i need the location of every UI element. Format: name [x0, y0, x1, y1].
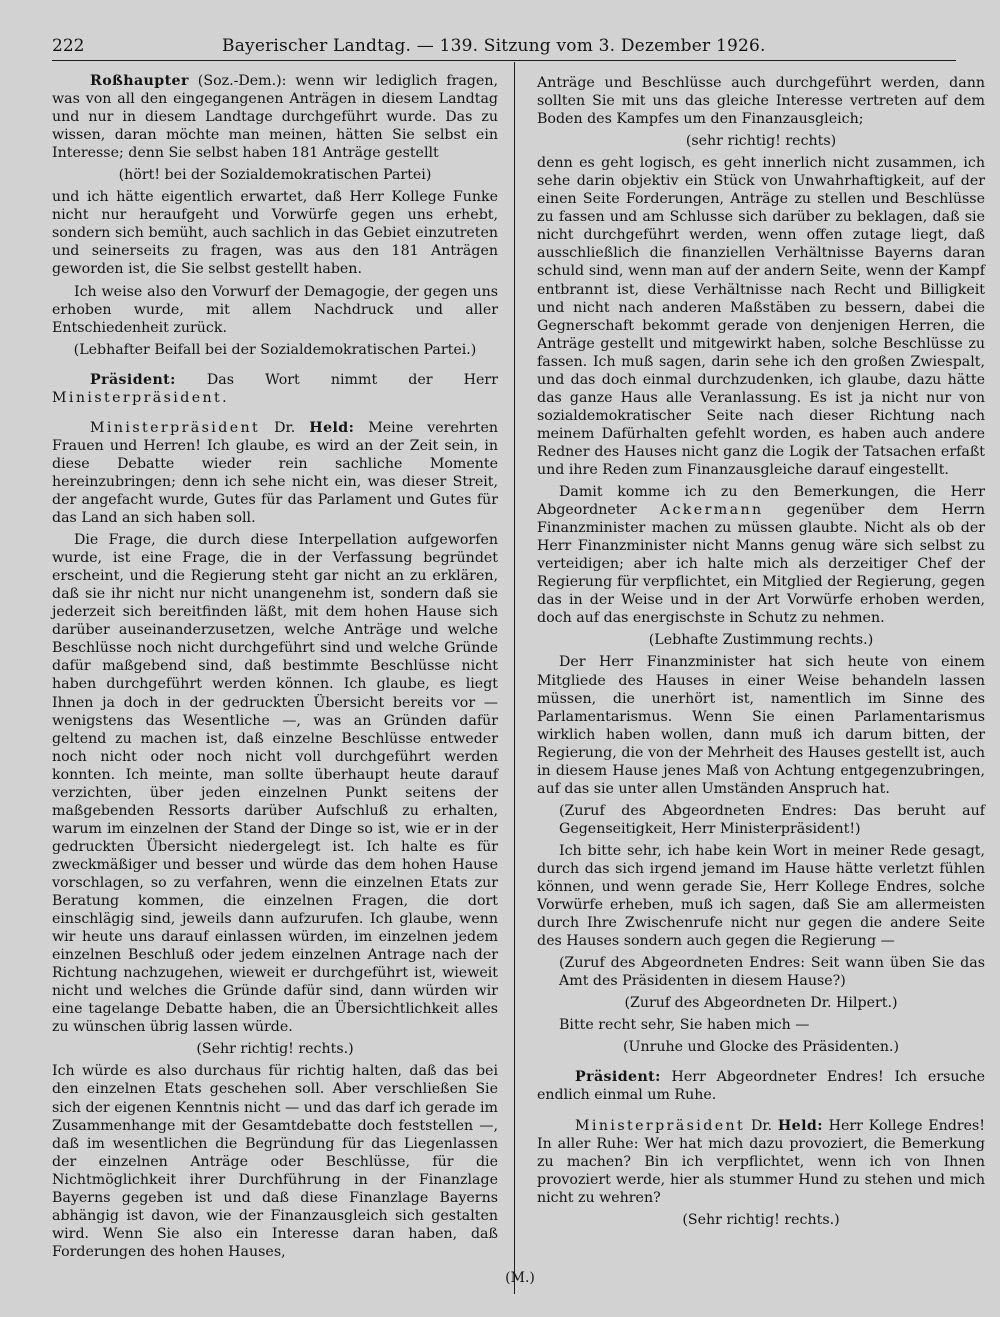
paragraph: denn es geht logisch, es geht innerlich nicht zusammen, ich sehe darin objektiv ein Stück von Unwahrhaftigkeit, auf der einen Seite Forderungen, Anträge zu stellen und Beschlüsse zu fassen und am Schlusse sich darüber zu beklagen, daß sie nicht durchgeführt werden, wenn offen zutage liegt, daß ausschließlich die finanziellen Verhältnisse Bayerns daran schuld sind, wenn man auf der andern Seite, wenn der Kampf entbrannt ist, diese Verhältnisse nach Recht und Billigkeit und nicht nach anderen Maßstäben zu bessern, dabei die Gegnerschaft bekommt gerade von denjenigen Herren, die Anträge gestellt und mitgewirkt haben, solche Beschlüsse zu fassen. Ich muß sagen, darin sehe ich den großen Zwiespalt, und das doch einmal durchzudenken, ich glaube, dazu hätte das ganze Haus alle Veranlassung. Es ist ja nicht nur von sozialdemokratischer Seite nach dieser Richtung nach meinem Dafürhalten gefehlt worden, es haben auch andere Redner des Hauses nicht ganz die Logik der Tatsachen erfaßt und ihre Reden zum Finanzausgleiche darauf eingestellt.: [537, 155, 985, 478]
paragraph: [537, 1117, 985, 1207]
paragraph-text: gegenüber dem Herrn Finanzminister machen zu müssen glaubte. Nicht als ob der Herr Finanzminister nicht Manns genug wäre sich selbst zu verteidigen; aber ich halte mich als derzeitiger Chef der Regierung für verpflichtet, ein Mitglied der Regierung, gegen das in der Weise und in der Art Vorwürfe erhoben werden, doch auf das energischste in Schutz zu nehmen.: [537, 502, 986, 627]
interjection: (Unruhe und Glocke des Präsidenten.): [622, 1039, 900, 1056]
paragraph-text: Damit komme ich zu den Bemerkungen, die Herr Abgeordneter: [537, 484, 985, 519]
paragraph: [537, 1068, 985, 1104]
paragraph: Ich bitte sehr, ich habe kein Wort in meiner Rede gesagt, durch das sich irgend jemand im Hause hätte verletzt fühlen können, und wenn gerade Sie, Herr Kollege Endres, solche Vorwürfe erheben, muß ich sagen, daß Sie am allermeisten durch Ihre Zwischenrufe nicht nur gegen die andere Seite des Hauses sondern auch gegen die Regierung —: [537, 842, 985, 950]
interjection: (sehr richtig! rechts): [685, 133, 837, 150]
paragraph-text: Meine verehrten Frauen und Herren! Ich glaube, es wird an der Zeit sein, in diese Debatte wieder rein sachliche Momente hereinzubringen; denn ich sehe nicht ein, was dieser Streit, der angefacht wurde, Gutes für das Parlament und Gutes für das Land an sich haben soll.: [52, 419, 498, 527]
speaker-prefix: Dr.: [745, 1117, 778, 1134]
paragraph: [52, 371, 498, 407]
paragraph-text: Herr Abgeordneter Endres! Ich ersuche endlich einmal um Ruhe.: [537, 1069, 985, 1104]
paragraph: und ich hätte eigentlich erwartet, daß Herr Kollege Funke nicht nur heraufgeht und Vorwürfe gegen uns erhebt, sondern sich bemüht, auch sachlich in das Gebiet einzutreten und seinerseits zu fragen, was aus den 181 Anträgen geworden ist, die Sie selbst gestellt haben.: [52, 189, 498, 278]
interjection: (hört! bei der Sozialdemokratischen Partei): [118, 167, 432, 184]
speaker-name: Präsident:: [90, 371, 176, 388]
paragraph: [537, 483, 985, 627]
interjection: (Zuruf des Abgeordneten Dr. Hilpert.): [624, 995, 898, 1012]
paragraph: Ich würde es also durchaus für richtig halten, daß das bei den einzelnen Etats geschehen soll. Aber verschließen Sie sich der eigenen Kenntnis nicht — und das darf ich gerade im Zusammenhange mit der Gesamtdebatte doch feststellen —, daß im wesentlichen die Begründung für das Liegenlassen der einzelnen Anträge oder Beschlüsse, für die Nichtmöglichkeit ihrer Durchführung in der Finanzlage Bayerns gegeben ist und daß diese Finanzlage Bayerns abhängig ist davon, wie der Finanzausgleich sich gestalten wird. Wenn Sie also ein Interesse daran haben, daß Forderungen des hohen Hauses,: [52, 1063, 498, 1260]
spaced-name: Ackermann: [659, 502, 764, 519]
speaker-name: Roßhaupter: [90, 73, 189, 89]
paragraph: Ich weise also den Vorwurf der Demagogie, der gegen uns erhoben wurde, mit allem Nachdruck und aller Entschiedenheit zurück.: [52, 283, 498, 336]
page-number: 222: [52, 36, 85, 56]
header-rule: [52, 60, 956, 61]
paragraph: Die Frage, die durch diese Interpellation aufgeworfen wurde, ist eine Frage, die in der Verfassung begründet erscheint, und die Regierung steht gar nicht an zu erklären, daß sie ihr nicht nur nicht unangenehm ist, sondern daß sie jederzeit sich bereitfinden läßt, mit dem hohen Hause sich darüber auseinanderzusetzen, welche Anträge und welche Beschlüsse noch nicht durchgeführt sind und welche Gründe dafür maßgebend sind, daß bestimmte Beschlüsse nicht haben durchgeführt werden können. Ich glaube, es liegt Ihnen ja doch in der gedruckten Übersicht bereits vor — wenigstens das Wesentliche —, was an Gründen dafür geltend zu machen ist, daß einzelne Beschlüsse entweder noch nicht oder noch nicht voll durchgeführt werden konnten. Ich meinte, man sollte überhaupt heute darauf verzichten, über jeden einzelnen Punkt seitens der maßgebenden Ressorts darüber Aufschluß zu erhalten, warum im einzelnen der Stand der Dinge so ist, wie er in der gedruckten Übersicht niedergelegt ist. Ich halte es für zweckmäßiger und besser und würde das dem hohen Hause vorschlagen, so zu verfahren, wenn die einzelnen Etats zur Beratung kommen, die einzelnen Fragen, die dort einschlägig sind, jeweils dann aufzurufen. Ich glaube, wenn wir heute uns darauf einlassen würden, im einzelnen jedem einzelnen Beschluß oder jedem einzelnen Antrage nach der Richtung nachzugehen, wieweit er durchgeführt ist, wieweit nicht und welches die Gründe dafür sind, dann würden wir eine tagelange Debatte haben, die an Übersichtlichkeit alles zu wünschen übrig lassen würde.: [52, 532, 498, 1036]
interjection: (Zuruf des Abgeordneten Endres: Das beruht auf Gegenseitigkeit, Herr Ministerpräsident!): [559, 802, 985, 837]
page-footer-mark: (M.): [505, 1270, 535, 1286]
interjection: (Sehr richtig! rechts.): [682, 1211, 840, 1228]
page-header: [52, 34, 954, 62]
paragraph: [52, 72, 498, 162]
running-head: Bayerischer Landtag. — 139. Sitzung vom 3. Dezember 1926.: [222, 36, 766, 56]
paragraph-text: Herr Kollege Endres! In aller Ruhe: Wer hat mich dazu provoziert, die Bemerkung zu machen? Bin ich verpflichtet, wenn ich von Ihnen provoziert werde, hier als stummer Hund zu stehen und mich nicht zu wehren?: [537, 1117, 985, 1206]
speaker-title: Ministerpräsident: [90, 419, 261, 436]
interjection: (Lebhafter Beifall bei der Sozialdemokratischen Partei.): [73, 341, 477, 358]
column-divider: [514, 62, 515, 1294]
speaker-name: Held:: [777, 1117, 823, 1134]
left-column: [52, 68, 498, 1261]
paragraph: Der Herr Finanzminister hat sich heute von einem Mitgliede des Hauses in einer Weise behandeln lassen müssen, die unerhört ist, namentlich im Sinne des Parlamentarismus. Wenn Sie einen Parlamentarismus wirklich haben wollen, dann muß ich darum bitten, der Regierung, die von der Mehrheit des Hauses gestellt ist, auch in diesem Hause jenes Maß von Achtung entgegenzubringen, auf das sie unter allen Umständen Anspruch hat.: [537, 654, 985, 797]
interjection: (Zuruf des Abgeordneten Endres: Seit wann üben Sie das Amt des Präsidenten in diesem Hause?): [559, 955, 985, 990]
speaker-name: Präsident:: [575, 1069, 661, 1086]
right-column: [537, 74, 985, 1229]
paragraph: Anträge und Beschlüsse auch durchgeführt werden, dann sollten Sie mit uns das gleiche Interesse vertreten auf dem Boden des Kampfes um den Finanzausgleich;: [537, 75, 985, 128]
speaker-title: Ministerpräsident: [575, 1117, 746, 1134]
paragraph-text: Das Wort nimmt der Herr: [175, 371, 498, 388]
speaker-name: Held:: [309, 419, 355, 436]
interjection: (Lebhafte Zustimmung rechts.): [648, 632, 874, 649]
paragraph: Bitte recht sehr, Sie haben mich —: [559, 1017, 810, 1034]
spaced-name: Ministerpräsident.: [52, 389, 230, 406]
speaker-prefix: Dr.: [260, 419, 310, 436]
paragraph-text: (Soz.-Dem.): wenn wir lediglich fragen, was von all den eingegangenen Anträgen in diesem Landtag und nur in diesem Landtage durchgeführt wurde. Das zu wissen, daran möchte man meinen, hätten Sie selbst ein Interesse; denn Sie selbst haben 181 Anträge gestellt: [52, 73, 498, 162]
interjection: (Sehr richtig! rechts.): [196, 1041, 354, 1058]
paragraph: [52, 419, 498, 527]
